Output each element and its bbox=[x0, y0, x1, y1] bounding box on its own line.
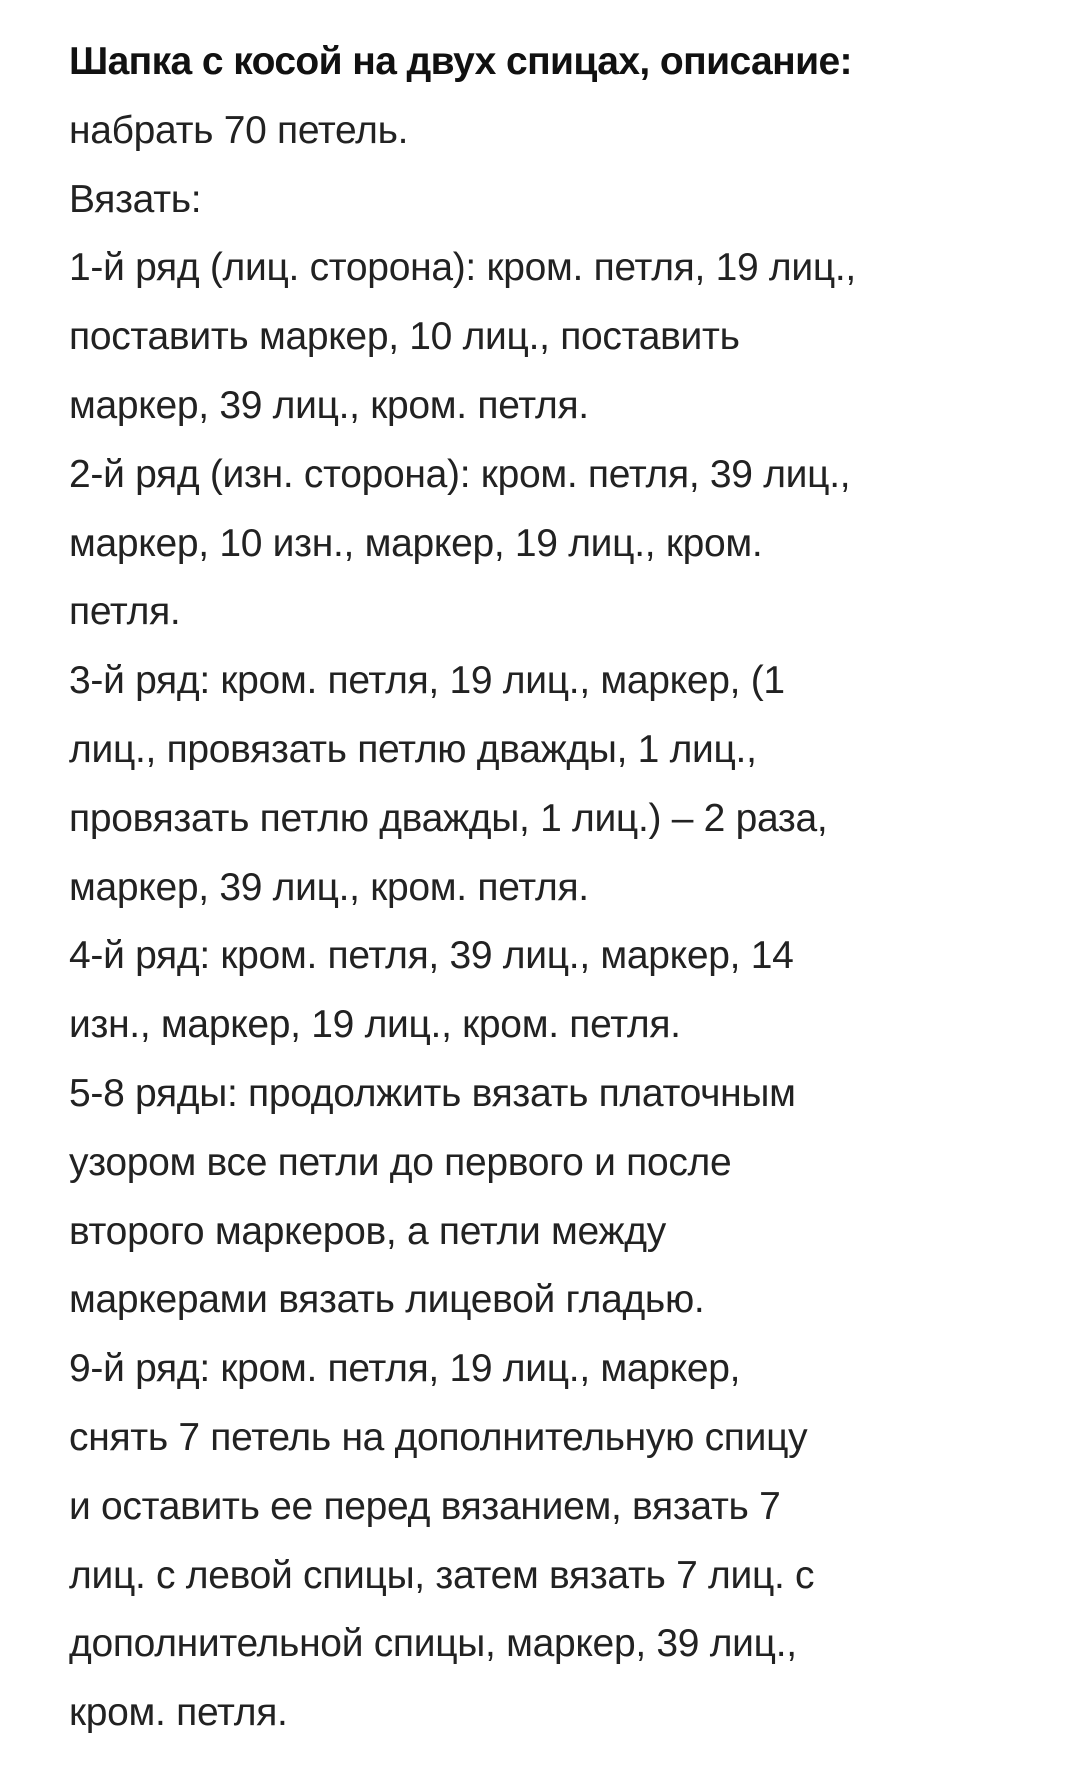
text-line: маркер, 10 изн., маркер, 19 лиц., кром. bbox=[69, 521, 763, 565]
text-line: и оставить ее перед вязанием, вязать 7 bbox=[69, 1484, 781, 1528]
text-line: лиц. с левой спицы, затем вязать 7 лиц. с bbox=[69, 1553, 815, 1597]
text-line: кром. петля. bbox=[69, 1691, 288, 1735]
article-title: Шапка с косой на двух спицах, описание: bbox=[69, 40, 852, 83]
text-line: маркерами вязать лицевой гладью. bbox=[69, 1278, 705, 1322]
text-line: маркер, 39 лиц., кром. петля. bbox=[69, 865, 589, 909]
text-line: 9-й ряд: кром. петля, 19 лиц., маркер, bbox=[69, 1347, 741, 1391]
text-line: маркер, 39 лиц., кром. петля. bbox=[69, 383, 589, 427]
text-line: 4-й ряд: кром. петля, 39 лиц., маркер, 14 bbox=[69, 934, 794, 978]
text-line: Вязать: bbox=[69, 177, 202, 221]
text-line: провязать петлю дважды, 1 лиц.) – 2 раза, bbox=[69, 796, 828, 840]
text-line: 1-й ряд (лиц. сторона): кром. петля, 19 лиц., bbox=[69, 246, 856, 290]
article-body bbox=[69, 28, 1049, 1748]
text-line: петля. bbox=[69, 590, 181, 634]
text-line: снять 7 петель на дополнительную спицу bbox=[69, 1415, 808, 1459]
text-line: набрать 70 петель. bbox=[69, 108, 409, 152]
text-line: 5-8 ряды: продолжить вязать платочным bbox=[69, 1071, 796, 1115]
text-line: поставить маркер, 10 лиц., поставить bbox=[69, 315, 740, 359]
text-line: изн., маркер, 19 лиц., кром. петля. bbox=[69, 1003, 681, 1047]
text-line: 3-й ряд: кром. петля, 19 лиц., маркер, (1 bbox=[69, 659, 785, 703]
text-line: второго маркеров, а петли между bbox=[69, 1209, 666, 1253]
text-line: узором все петли до первого и после bbox=[69, 1140, 732, 1184]
text-line: лиц., провязать петлю дважды, 1 лиц., bbox=[69, 727, 757, 771]
text-line: 2-й ряд (изн. сторона): кром. петля, 39 лиц., bbox=[69, 452, 851, 496]
text-line: дополнительной спицы, маркер, 39 лиц., bbox=[69, 1622, 797, 1666]
